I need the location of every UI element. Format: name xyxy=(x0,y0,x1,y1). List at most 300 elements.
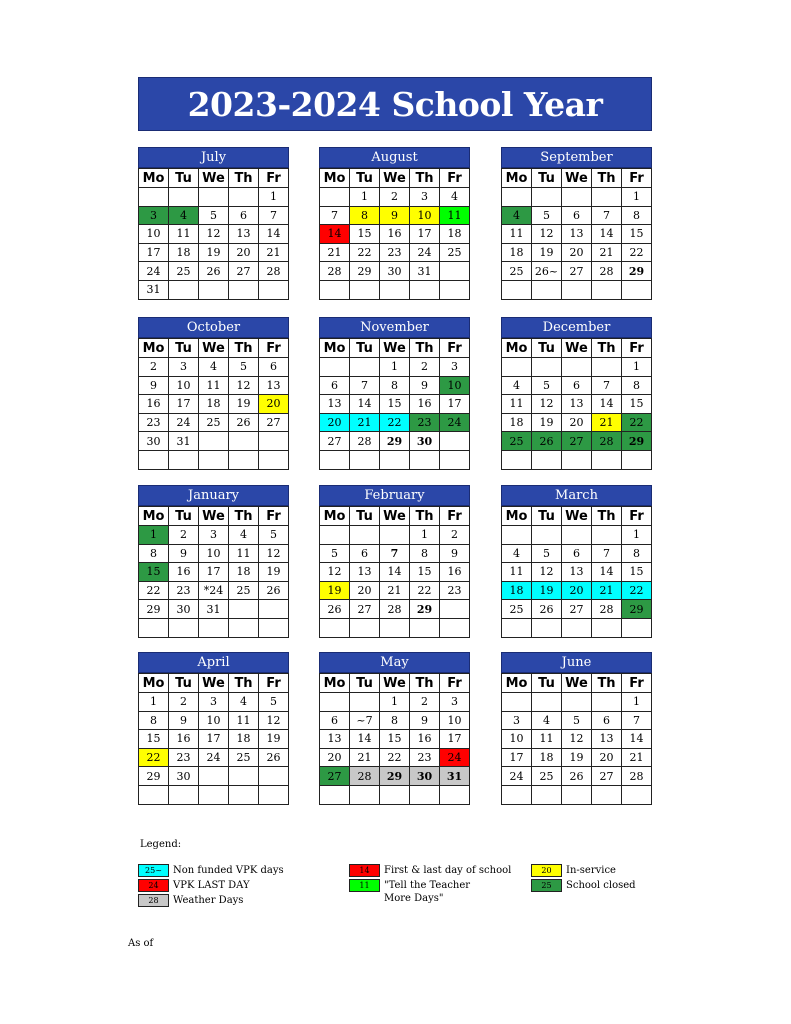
day-cell: 15 xyxy=(380,395,410,414)
day-cell: 18 xyxy=(229,563,259,582)
day-cell xyxy=(532,693,562,712)
day-cell: 20 xyxy=(562,243,592,262)
day-cell: 19 xyxy=(562,748,592,767)
day-cell xyxy=(199,618,229,637)
month-header: March xyxy=(501,485,652,506)
day-cell xyxy=(562,450,592,469)
month-july xyxy=(138,147,289,300)
month-header: November xyxy=(319,317,470,338)
day-cell: 7 xyxy=(320,206,350,225)
day-cell: 15 xyxy=(350,225,380,244)
week-row xyxy=(139,358,289,377)
month-table xyxy=(501,338,652,470)
week-row xyxy=(139,581,289,600)
day-cell: 3 xyxy=(169,358,199,377)
day-cell xyxy=(259,450,289,469)
week-row xyxy=(502,395,652,414)
day-cell: 1 xyxy=(622,358,652,377)
day-cell: 11 xyxy=(502,563,532,582)
week-row xyxy=(320,243,470,262)
day-cell: 9 xyxy=(169,711,199,730)
day-cell: 31 xyxy=(169,432,199,451)
month-october xyxy=(138,317,289,470)
day-cell: 9 xyxy=(139,376,169,395)
day-cell: 20 xyxy=(229,243,259,262)
week-row xyxy=(502,188,652,207)
day-cell: 29 xyxy=(380,432,410,451)
weekday-header: We xyxy=(199,169,229,188)
day-cell: 13 xyxy=(562,395,592,414)
day-cell xyxy=(440,432,470,451)
day-cell: 10 xyxy=(169,376,199,395)
day-cell: 6 xyxy=(229,206,259,225)
day-cell: 3 xyxy=(440,693,470,712)
week-row xyxy=(320,358,470,377)
day-cell: 8 xyxy=(380,711,410,730)
day-cell: 28 xyxy=(350,767,380,786)
day-cell: 1 xyxy=(622,526,652,545)
day-cell: 4 xyxy=(502,206,532,225)
day-cell: 6 xyxy=(562,206,592,225)
weekday-header: Tu xyxy=(169,339,199,358)
day-cell: 12 xyxy=(229,376,259,395)
weekday-header: Fr xyxy=(440,674,470,693)
day-cell: 21 xyxy=(350,413,380,432)
day-cell: 19 xyxy=(532,581,562,600)
day-cell: 7 xyxy=(622,711,652,730)
legend-item xyxy=(531,864,616,877)
week-row xyxy=(139,785,289,804)
week-row xyxy=(139,413,289,432)
week-row xyxy=(320,581,470,600)
weekday-header: Mo xyxy=(139,507,169,526)
month-table xyxy=(138,168,289,300)
day-cell xyxy=(139,785,169,804)
weekday-header: We xyxy=(199,339,229,358)
week-row xyxy=(502,748,652,767)
month-march xyxy=(501,485,652,638)
week-row xyxy=(502,376,652,395)
day-cell: 14 xyxy=(350,395,380,414)
legend-swatch: 25 xyxy=(531,879,562,892)
week-row xyxy=(139,450,289,469)
week-row xyxy=(502,693,652,712)
day-cell xyxy=(502,450,532,469)
day-cell: 19 xyxy=(532,413,562,432)
day-cell: 25 xyxy=(532,767,562,786)
day-cell: 18 xyxy=(502,581,532,600)
day-cell: 30 xyxy=(410,767,440,786)
day-cell: 14 xyxy=(622,730,652,749)
day-cell xyxy=(502,526,532,545)
day-cell: 7 xyxy=(592,544,622,563)
day-cell: 29 xyxy=(410,600,440,619)
weekday-header: Fr xyxy=(259,674,289,693)
day-cell: 20 xyxy=(562,581,592,600)
week-row xyxy=(320,618,470,637)
day-cell xyxy=(532,618,562,637)
day-cell xyxy=(502,358,532,377)
day-cell: 2 xyxy=(169,693,199,712)
weekday-header: Th xyxy=(592,674,622,693)
day-cell: 11 xyxy=(229,544,259,563)
day-cell xyxy=(169,188,199,207)
day-cell: 18 xyxy=(199,395,229,414)
legend-swatch: 20 xyxy=(531,864,562,877)
day-cell xyxy=(320,526,350,545)
legend-item xyxy=(138,894,243,907)
month-table xyxy=(138,506,289,638)
weekday-header: We xyxy=(380,507,410,526)
day-cell: 5 xyxy=(532,206,562,225)
day-cell: 24 xyxy=(139,262,169,281)
day-cell: 20 xyxy=(320,748,350,767)
day-cell: 16 xyxy=(440,563,470,582)
day-cell: 23 xyxy=(139,413,169,432)
week-row xyxy=(139,262,289,281)
day-cell: 10 xyxy=(410,206,440,225)
day-cell xyxy=(320,358,350,377)
day-cell: 15 xyxy=(410,563,440,582)
day-cell: 9 xyxy=(380,206,410,225)
day-cell: 15 xyxy=(622,225,652,244)
week-row xyxy=(139,693,289,712)
day-cell: 5 xyxy=(562,711,592,730)
weekday-header: Fr xyxy=(622,507,652,526)
day-cell: 26 xyxy=(532,600,562,619)
month-header: July xyxy=(138,147,289,168)
day-cell: 26 xyxy=(229,413,259,432)
week-row xyxy=(320,730,470,749)
day-cell xyxy=(410,450,440,469)
week-row xyxy=(139,730,289,749)
week-row xyxy=(502,785,652,804)
day-cell: 27 xyxy=(562,262,592,281)
day-cell: 12 xyxy=(320,563,350,582)
legend-label: Weather Days xyxy=(173,895,244,906)
day-cell: 23 xyxy=(169,581,199,600)
week-row xyxy=(320,544,470,563)
day-cell: 19 xyxy=(320,581,350,600)
week-row xyxy=(320,450,470,469)
day-cell: 17 xyxy=(139,243,169,262)
month-table xyxy=(501,168,652,300)
day-cell: 12 xyxy=(532,395,562,414)
weekday-header: Tu xyxy=(532,507,562,526)
month-header: June xyxy=(501,652,652,673)
week-row xyxy=(502,618,652,637)
weekday-header: Mo xyxy=(139,339,169,358)
week-row xyxy=(502,432,652,451)
day-cell: 5 xyxy=(259,526,289,545)
day-cell: 11 xyxy=(199,376,229,395)
day-cell: 4 xyxy=(502,376,532,395)
day-cell: 25 xyxy=(229,748,259,767)
legend-item xyxy=(531,879,636,892)
weekday-header: Tu xyxy=(350,674,380,693)
week-row xyxy=(320,413,470,432)
day-cell: 19 xyxy=(229,395,259,414)
day-cell: 28 xyxy=(592,432,622,451)
weekday-header: We xyxy=(562,169,592,188)
month-table xyxy=(501,673,652,805)
month-header: April xyxy=(138,652,289,673)
weekday-header: Tu xyxy=(169,674,199,693)
day-cell xyxy=(502,785,532,804)
day-cell: 15 xyxy=(622,563,652,582)
day-cell: 14 xyxy=(320,225,350,244)
weekday-header: Th xyxy=(410,339,440,358)
month-april xyxy=(138,652,289,805)
legend-label: First & last day of school xyxy=(384,865,512,876)
day-cell: 1 xyxy=(410,526,440,545)
day-cell: 17 xyxy=(440,730,470,749)
week-row xyxy=(502,526,652,545)
day-cell: 8 xyxy=(410,544,440,563)
day-cell: 24 xyxy=(440,748,470,767)
weekday-header: Th xyxy=(592,169,622,188)
day-cell: 9 xyxy=(410,376,440,395)
day-cell xyxy=(139,450,169,469)
day-cell: 12 xyxy=(259,544,289,563)
weekday-header: Tu xyxy=(532,169,562,188)
day-cell: 13 xyxy=(350,563,380,582)
day-cell: 18 xyxy=(169,243,199,262)
day-cell: 11 xyxy=(502,395,532,414)
day-cell: 11 xyxy=(502,225,532,244)
week-row xyxy=(502,581,652,600)
week-row xyxy=(139,376,289,395)
legend-swatch: 14 xyxy=(349,864,380,877)
day-cell: 24 xyxy=(169,413,199,432)
month-may xyxy=(319,652,470,805)
day-cell: 28 xyxy=(259,262,289,281)
day-cell xyxy=(380,618,410,637)
day-cell: ~7 xyxy=(350,711,380,730)
day-cell: 29 xyxy=(622,432,652,451)
day-cell: 25 xyxy=(229,581,259,600)
day-cell xyxy=(199,785,229,804)
day-cell: 12 xyxy=(532,225,562,244)
day-cell: 31 xyxy=(199,600,229,619)
day-cell: 24 xyxy=(410,243,440,262)
day-cell xyxy=(350,618,380,637)
day-cell: 10 xyxy=(502,730,532,749)
day-cell: 24 xyxy=(502,767,532,786)
week-row xyxy=(320,376,470,395)
day-cell xyxy=(410,785,440,804)
day-cell: 8 xyxy=(380,376,410,395)
week-row xyxy=(320,693,470,712)
week-row xyxy=(139,711,289,730)
day-cell: 23 xyxy=(380,243,410,262)
day-cell: *24 xyxy=(199,581,229,600)
page-title: 2023-2024 School Year xyxy=(138,77,652,131)
day-cell xyxy=(259,432,289,451)
day-cell: 5 xyxy=(259,693,289,712)
day-cell: 4 xyxy=(169,206,199,225)
day-cell: 27 xyxy=(259,413,289,432)
weekday-header: Th xyxy=(592,339,622,358)
month-header: January xyxy=(138,485,289,506)
day-cell: 25 xyxy=(502,432,532,451)
weekday-header: Mo xyxy=(139,169,169,188)
legend-item xyxy=(138,879,250,892)
day-cell: 14 xyxy=(380,563,410,582)
day-cell: 5 xyxy=(229,358,259,377)
weekday-header: We xyxy=(199,507,229,526)
week-row xyxy=(502,767,652,786)
day-cell xyxy=(532,450,562,469)
day-cell xyxy=(440,450,470,469)
day-cell: 22 xyxy=(410,581,440,600)
month-header: September xyxy=(501,147,652,168)
month-november xyxy=(319,317,470,470)
weekday-header: We xyxy=(380,674,410,693)
day-cell: 1 xyxy=(622,693,652,712)
month-header: August xyxy=(319,147,470,168)
day-cell: 31 xyxy=(410,262,440,281)
weekday-header: Mo xyxy=(320,339,350,358)
day-cell xyxy=(320,785,350,804)
legend-swatch: 11 xyxy=(349,879,380,892)
weekday-header: Fr xyxy=(440,169,470,188)
day-cell: 27 xyxy=(562,432,592,451)
day-cell: 26 xyxy=(199,262,229,281)
weekday-header: Th xyxy=(592,507,622,526)
week-row xyxy=(320,785,470,804)
day-cell xyxy=(320,693,350,712)
day-cell: 21 xyxy=(350,748,380,767)
legend-swatch: 28 xyxy=(138,894,169,907)
day-cell: 1 xyxy=(259,188,289,207)
month-header: December xyxy=(501,317,652,338)
day-cell: 5 xyxy=(320,544,350,563)
day-cell xyxy=(592,358,622,377)
day-cell: 10 xyxy=(139,225,169,244)
week-row xyxy=(139,206,289,225)
day-cell: 29 xyxy=(139,767,169,786)
day-cell: 20 xyxy=(562,413,592,432)
day-cell: 13 xyxy=(320,395,350,414)
week-row xyxy=(502,358,652,377)
day-cell: 17 xyxy=(199,730,229,749)
day-cell: 13 xyxy=(592,730,622,749)
week-row xyxy=(320,206,470,225)
day-cell: 17 xyxy=(502,748,532,767)
day-cell: 18 xyxy=(440,225,470,244)
weekday-header: Tu xyxy=(350,169,380,188)
day-cell xyxy=(622,280,652,299)
day-cell: 22 xyxy=(380,413,410,432)
week-row xyxy=(502,563,652,582)
day-cell: 13 xyxy=(562,225,592,244)
weekday-header: Fr xyxy=(259,339,289,358)
weekday-header: Th xyxy=(410,169,440,188)
day-cell: 26~ xyxy=(532,262,562,281)
day-cell: 23 xyxy=(410,748,440,767)
day-cell xyxy=(259,600,289,619)
week-row xyxy=(320,225,470,244)
day-cell: 29 xyxy=(380,767,410,786)
day-cell: 18 xyxy=(532,748,562,767)
day-cell: 3 xyxy=(199,526,229,545)
day-cell: 22 xyxy=(139,748,169,767)
day-cell: 5 xyxy=(199,206,229,225)
day-cell: 30 xyxy=(169,767,199,786)
week-row xyxy=(320,188,470,207)
weekday-header: Fr xyxy=(622,674,652,693)
day-cell: 3 xyxy=(440,358,470,377)
day-cell xyxy=(410,280,440,299)
day-cell: 13 xyxy=(562,563,592,582)
day-cell: 6 xyxy=(562,376,592,395)
day-cell: 20 xyxy=(592,748,622,767)
day-cell: 4 xyxy=(502,544,532,563)
day-cell xyxy=(532,280,562,299)
day-cell: 28 xyxy=(320,262,350,281)
day-cell: 2 xyxy=(410,693,440,712)
day-cell xyxy=(592,785,622,804)
day-cell xyxy=(562,188,592,207)
day-cell xyxy=(592,618,622,637)
weekday-header: We xyxy=(562,507,592,526)
day-cell xyxy=(440,600,470,619)
day-cell xyxy=(320,618,350,637)
day-cell: 12 xyxy=(562,730,592,749)
day-cell: 21 xyxy=(592,243,622,262)
day-cell xyxy=(592,280,622,299)
month-september xyxy=(501,147,652,300)
day-cell: 13 xyxy=(259,376,289,395)
day-cell: 26 xyxy=(259,748,289,767)
weekday-header: We xyxy=(380,169,410,188)
day-cell: 31 xyxy=(139,280,169,299)
day-cell: 26 xyxy=(562,767,592,786)
day-cell: 21 xyxy=(380,581,410,600)
day-cell: 4 xyxy=(440,188,470,207)
week-row xyxy=(139,188,289,207)
day-cell xyxy=(622,785,652,804)
weekday-header: We xyxy=(562,674,592,693)
weekday-header: Fr xyxy=(259,507,289,526)
day-cell xyxy=(502,693,532,712)
day-cell: 2 xyxy=(380,188,410,207)
day-cell: 10 xyxy=(440,711,470,730)
day-cell: 26 xyxy=(259,581,289,600)
week-row xyxy=(502,262,652,281)
day-cell xyxy=(259,280,289,299)
weekday-header: Th xyxy=(229,507,259,526)
day-cell: 4 xyxy=(199,358,229,377)
day-cell: 7 xyxy=(380,544,410,563)
day-cell: 4 xyxy=(532,711,562,730)
day-cell: 2 xyxy=(169,526,199,545)
day-cell: 18 xyxy=(502,413,532,432)
day-cell: 28 xyxy=(350,432,380,451)
day-cell: 21 xyxy=(622,748,652,767)
day-cell: 26 xyxy=(320,600,350,619)
day-cell xyxy=(229,785,259,804)
day-cell xyxy=(440,262,470,281)
day-cell xyxy=(502,618,532,637)
day-cell: 7 xyxy=(259,206,289,225)
day-cell: 5 xyxy=(532,376,562,395)
day-cell: 7 xyxy=(350,376,380,395)
day-cell: 11 xyxy=(440,206,470,225)
day-cell: 29 xyxy=(139,600,169,619)
day-cell: 8 xyxy=(139,544,169,563)
